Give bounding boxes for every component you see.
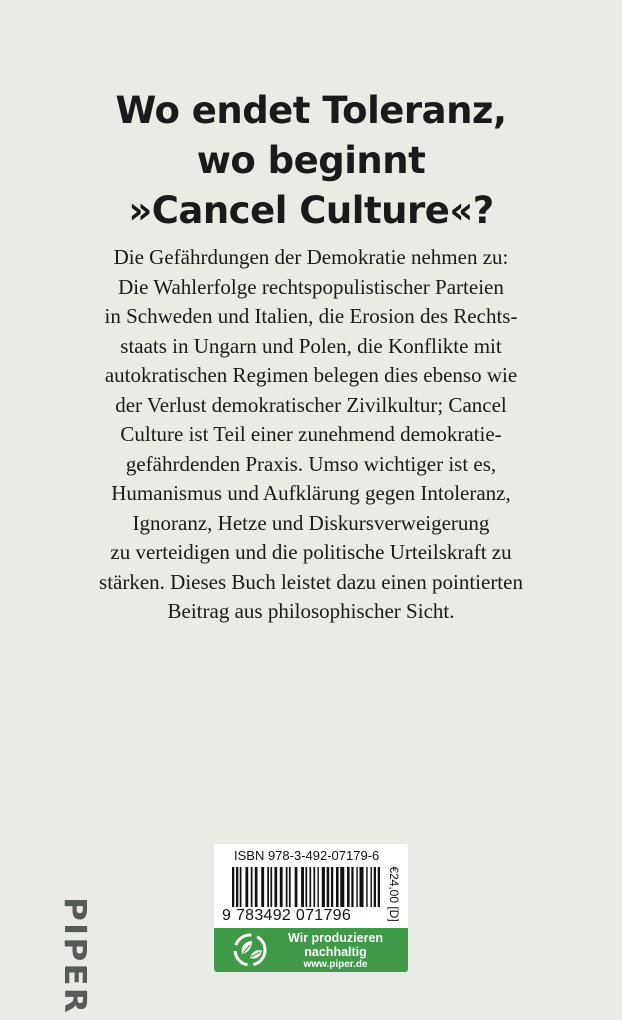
barcode-bar [274,867,277,907]
headline-line-2: wo beginnt [196,139,426,182]
ean-digits: 9 783492 071796 [222,907,352,924]
eco-url: www.piper.de [303,959,368,970]
barcode-label [214,844,408,928]
price-label [384,864,404,924]
blurb-line: Ignoranz, Hetze und Diskursverweigerung [132,510,490,535]
blurb-line: staats in Ungarn und Polen, die Konflikte mit [120,333,502,358]
eco-badge [214,928,408,972]
blurb-line: Die Wahlerfolge rechtspopulistischer Parteien [118,274,504,299]
barcode-bar [347,867,350,907]
isbn-text: ISBN 978-3-492-07179-6 [234,848,380,863]
barcode-bar [327,867,330,907]
barcode-bar [351,867,353,907]
barcode-bar [280,867,283,907]
barcode-bar [359,867,363,907]
barcode-bar [309,867,311,907]
barcode-bar [340,867,344,907]
price-text: €24,00 [D] [387,866,401,922]
barcode-bar [313,867,315,907]
barcode-bar [374,867,376,907]
blurb-line: stärken. Dieses Buch leistet dazu einen pointierten [99,569,523,594]
barcode-bar [267,867,269,907]
recycle-leaf-icon [230,932,270,968]
blurb-line: Beitrag aus philosophischer Sicht. [167,599,455,623]
barcode-bar [305,867,307,907]
barcode-bar [331,867,333,907]
blurb-line: zu verteidigen und die politische Urteilskraft zu [110,540,512,564]
barcode-bar [245,867,248,907]
headline-line-3: »Cancel Culture«? [128,189,494,232]
headline [0,86,622,236]
publisher-name: PIPER [57,897,92,1006]
eco-text [288,931,383,971]
blurb-text [0,243,622,627]
barcode-bar [371,867,372,907]
barcode-bar [317,867,318,907]
barcode-bar [336,867,339,907]
barcode-bar [236,867,238,907]
barcode-bar [240,867,242,907]
blurb-line: Die Gefährdungen der Demokratie nehmen zu: [113,245,509,269]
barcode-bar [255,867,258,907]
barcode-bar [232,867,234,907]
headline-line-1: Wo endet Toleranz, [115,89,507,132]
blurb-line: Culture ist Teil einer zunehmend demokratie- [120,422,502,446]
barcode-bar [270,867,272,907]
barcode-bar [322,867,325,907]
barcode-bar [295,867,298,907]
barcode-bar [356,867,357,907]
barcode-bar [251,867,253,907]
blurb-line: gefährdenden Praxis. Umso wichtiger ist es, [125,451,497,476]
blurb-line: Humanismus und Aufklärung gegen Intoleranz, [111,481,511,505]
barcode-bar [289,867,291,907]
eco-line-1: Wir produzieren [288,931,384,945]
blurb-line: autokratischen Regimen belegen dies ebenso wie [104,363,518,387]
barcode-bar [286,867,288,907]
eco-line-2: nachhaltig [304,945,367,959]
barcode-bar [261,867,264,907]
barcode-bar [366,867,367,907]
barcode-bar [301,867,304,907]
barcode-bars [232,867,380,907]
blurb-line: der Verlust demokratischer Zivilkultur; Cancel [115,392,507,417]
barcode-bar [378,867,380,907]
blurb-line: in Schweden und Italien, die Erosion des Rechts- [104,304,518,328]
publisher-logo [14,852,92,1006]
